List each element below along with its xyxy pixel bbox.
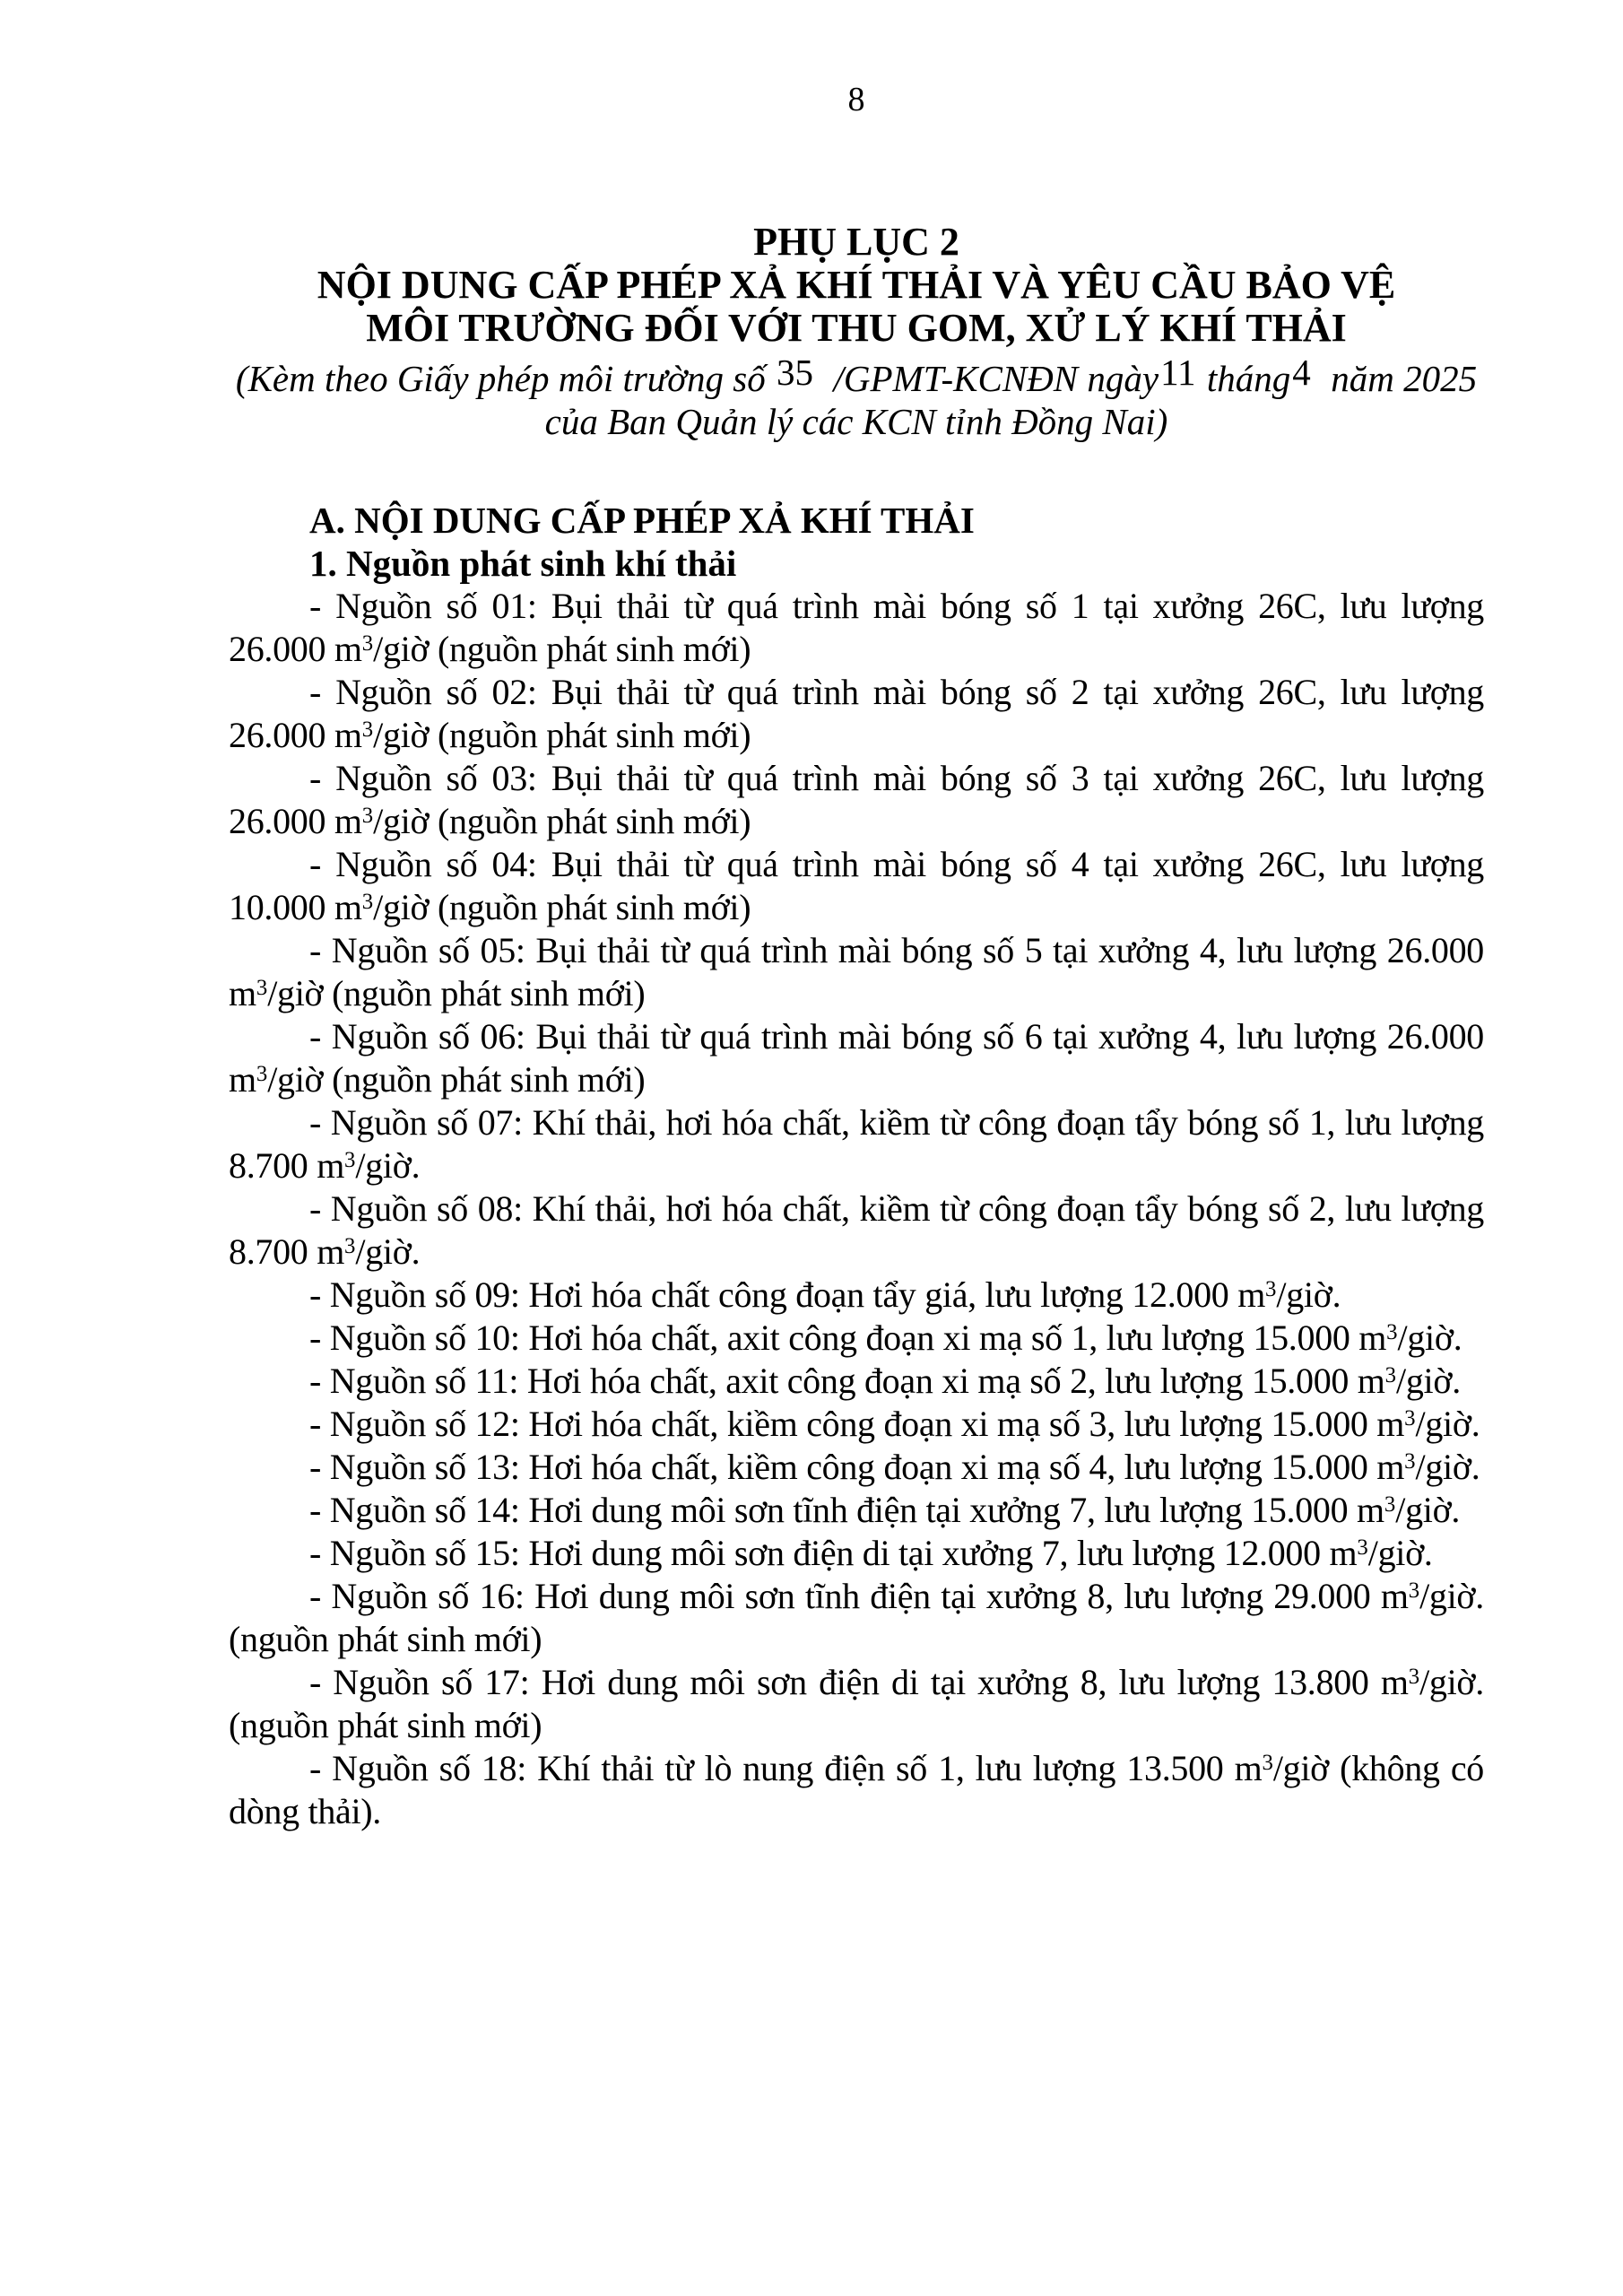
source-item: - Nguồn số 13: Hơi hóa chất, kiềm công đoạn xi mạ số 4, lưu lượng 15.000 $m^3$/giờ. — [309, 1447, 1480, 1487]
source-item: - Nguồn số 03: Bụi thải từ quá trình mài bóng số 3 tại xưởng 26C, lưu lượng 26.000 $m^3$/giờ (nguồn phát sinh mới) — [229, 758, 1484, 841]
superscript: 3 — [1386, 1319, 1398, 1344]
source-item: - Nguồn số 12: Hơi hóa chất, kiềm công đoạn xi mạ số 3, lưu lượng 15.000 $m^3$/giờ. — [309, 1404, 1480, 1444]
source-list — [229, 585, 1484, 1833]
source-item: - Nguồn số 07: Khí thải, hơi hóa chất, kiềm từ công đoạn tẩy bóng số 1, lưu lượng 8.700 $m^3$/giờ. — [229, 1102, 1484, 1186]
source-item: - Nguồn số 15: Hơi dung môi sơn điện di tại xưởng 7, lưu lượng 12.000 $m^3$/giờ. — [309, 1533, 1433, 1573]
superscript: 3 — [1262, 1750, 1273, 1775]
source-item: - Nguồn số 18: Khí thải từ lò nung điện số 1, lưu lượng 13.500 $m^3$/giờ (không có dòng thải). — [229, 1748, 1484, 1831]
superscript: 3 — [1384, 1492, 1396, 1517]
inserted-number: 11 — [1160, 352, 1196, 393]
subtitle-block — [229, 352, 1484, 443]
issuing-authority-line: của Ban Quản lý các KCN tỉnh Đồng Nai) — [544, 401, 1168, 442]
page-number: 8 — [847, 81, 865, 118]
appendix-title: PHỤ LỤC 2 — [753, 220, 959, 264]
superscript: 3 — [361, 889, 374, 914]
section-1-heading: 1. Nguồn phát sinh khí thải — [309, 543, 737, 584]
superscript: 3 — [1384, 1362, 1397, 1387]
superscript: 3 — [361, 803, 374, 828]
superscript: 3 — [1265, 1276, 1277, 1301]
section-a-heading: A. NỘI DUNG CẤP PHÉP XẢ KHÍ THẢI — [309, 500, 975, 541]
document-title-line-2: MÔI TRƯỜNG ĐỐI VỚI THU GOM, XỬ LÝ KHÍ THẢI — [366, 306, 1347, 350]
superscript: 3 — [256, 1061, 268, 1086]
inserted-number: 35 — [777, 352, 814, 393]
source-item: - Nguồn số 09: Hơi hóa chất công đoạn tẩy giá, lưu lượng 12.000 $m^3$/giờ. — [309, 1274, 1341, 1315]
page-content — [229, 0, 1484, 1833]
source-item: - Nguồn số 06: Bụi thải từ quá trình mài bóng số 6 tại xưởng 4, lưu lượng 26.000 $m^3$/giờ (nguồn phát sinh mới) — [229, 1016, 1484, 1100]
source-item: - Nguồn số 01: Bụi thải từ quá trình mài bóng số 1 tại xưởng 26C, lưu lượng 26.000 $m^3$/giờ (nguồn phát sinh mới) — [229, 586, 1484, 669]
superscript: 3 — [256, 975, 268, 1000]
title-block — [229, 221, 1484, 350]
superscript: 3 — [1408, 1664, 1420, 1689]
superscript: 3 — [344, 1233, 356, 1258]
source-item: - Nguồn số 04: Bụi thải từ quá trình mài bóng số 4 tại xưởng 26C, lưu lượng 10.000 $m^3$/giờ (nguồn phát sinh mới) — [229, 844, 1484, 927]
superscript: 3 — [361, 717, 374, 742]
superscript: 3 — [344, 1147, 356, 1172]
superscript: 3 — [1404, 1448, 1416, 1474]
source-item: - Nguồn số 14: Hơi dung môi sơn tĩnh điện tại xưởng 7, lưu lượng 15.000 $m^3$/giờ. — [309, 1490, 1461, 1530]
source-item: - Nguồn số 02: Bụi thải từ quá trình mài bóng số 2 tại xưởng 26C, lưu lượng 26.000 $m^3$/giờ (nguồn phát sinh mới) — [229, 672, 1484, 755]
source-item: - Nguồn số 16: Hơi dung môi sơn tĩnh điện tại xưởng 8, lưu lượng 29.000 $m^3$/giờ. (nguồn phát sinh mới) — [229, 1576, 1484, 1659]
permit-reference-line: (Kèm theo Giấy phép môi trường số 35 /GPMT-KCNĐN ngày11 tháng4 năm 2025 — [235, 352, 1478, 399]
superscript: 3 — [1357, 1535, 1368, 1560]
source-item: - Nguồn số 05: Bụi thải từ quá trình mài bóng số 5 tại xưởng 4, lưu lượng 26.000 $m^3$/giờ (nguồn phát sinh mới) — [229, 930, 1484, 1013]
source-item: - Nguồn số 17: Hơi dung môi sơn điện di tại xưởng 8, lưu lượng 13.800 $m^3$/giờ. (nguồn phát sinh mới) — [229, 1662, 1484, 1745]
superscript: 3 — [361, 631, 374, 656]
superscript: 3 — [1404, 1405, 1416, 1431]
superscript: 3 — [1408, 1578, 1420, 1603]
source-item: - Nguồn số 11: Hơi hóa chất, axit công đoạn xi mạ số 2, lưu lượng 15.000 $m^3$/giờ. — [309, 1361, 1461, 1401]
source-item: - Nguồn số 08: Khí thải, hơi hóa chất, kiềm từ công đoạn tẩy bóng số 2, lưu lượng 8.700 $m^3$/giờ. — [229, 1188, 1484, 1272]
source-item: - Nguồn số 10: Hơi hóa chất, axit công đoạn xi mạ số 1, lưu lượng 15.000 $m^3$/giờ. — [309, 1318, 1462, 1358]
inserted-number: 4 — [1292, 352, 1311, 393]
document-title-line-1: NỘI DUNG CẤP PHÉP XẢ KHÍ THẢI VÀ YÊU CẦU BẢO VỆ — [317, 263, 1396, 307]
